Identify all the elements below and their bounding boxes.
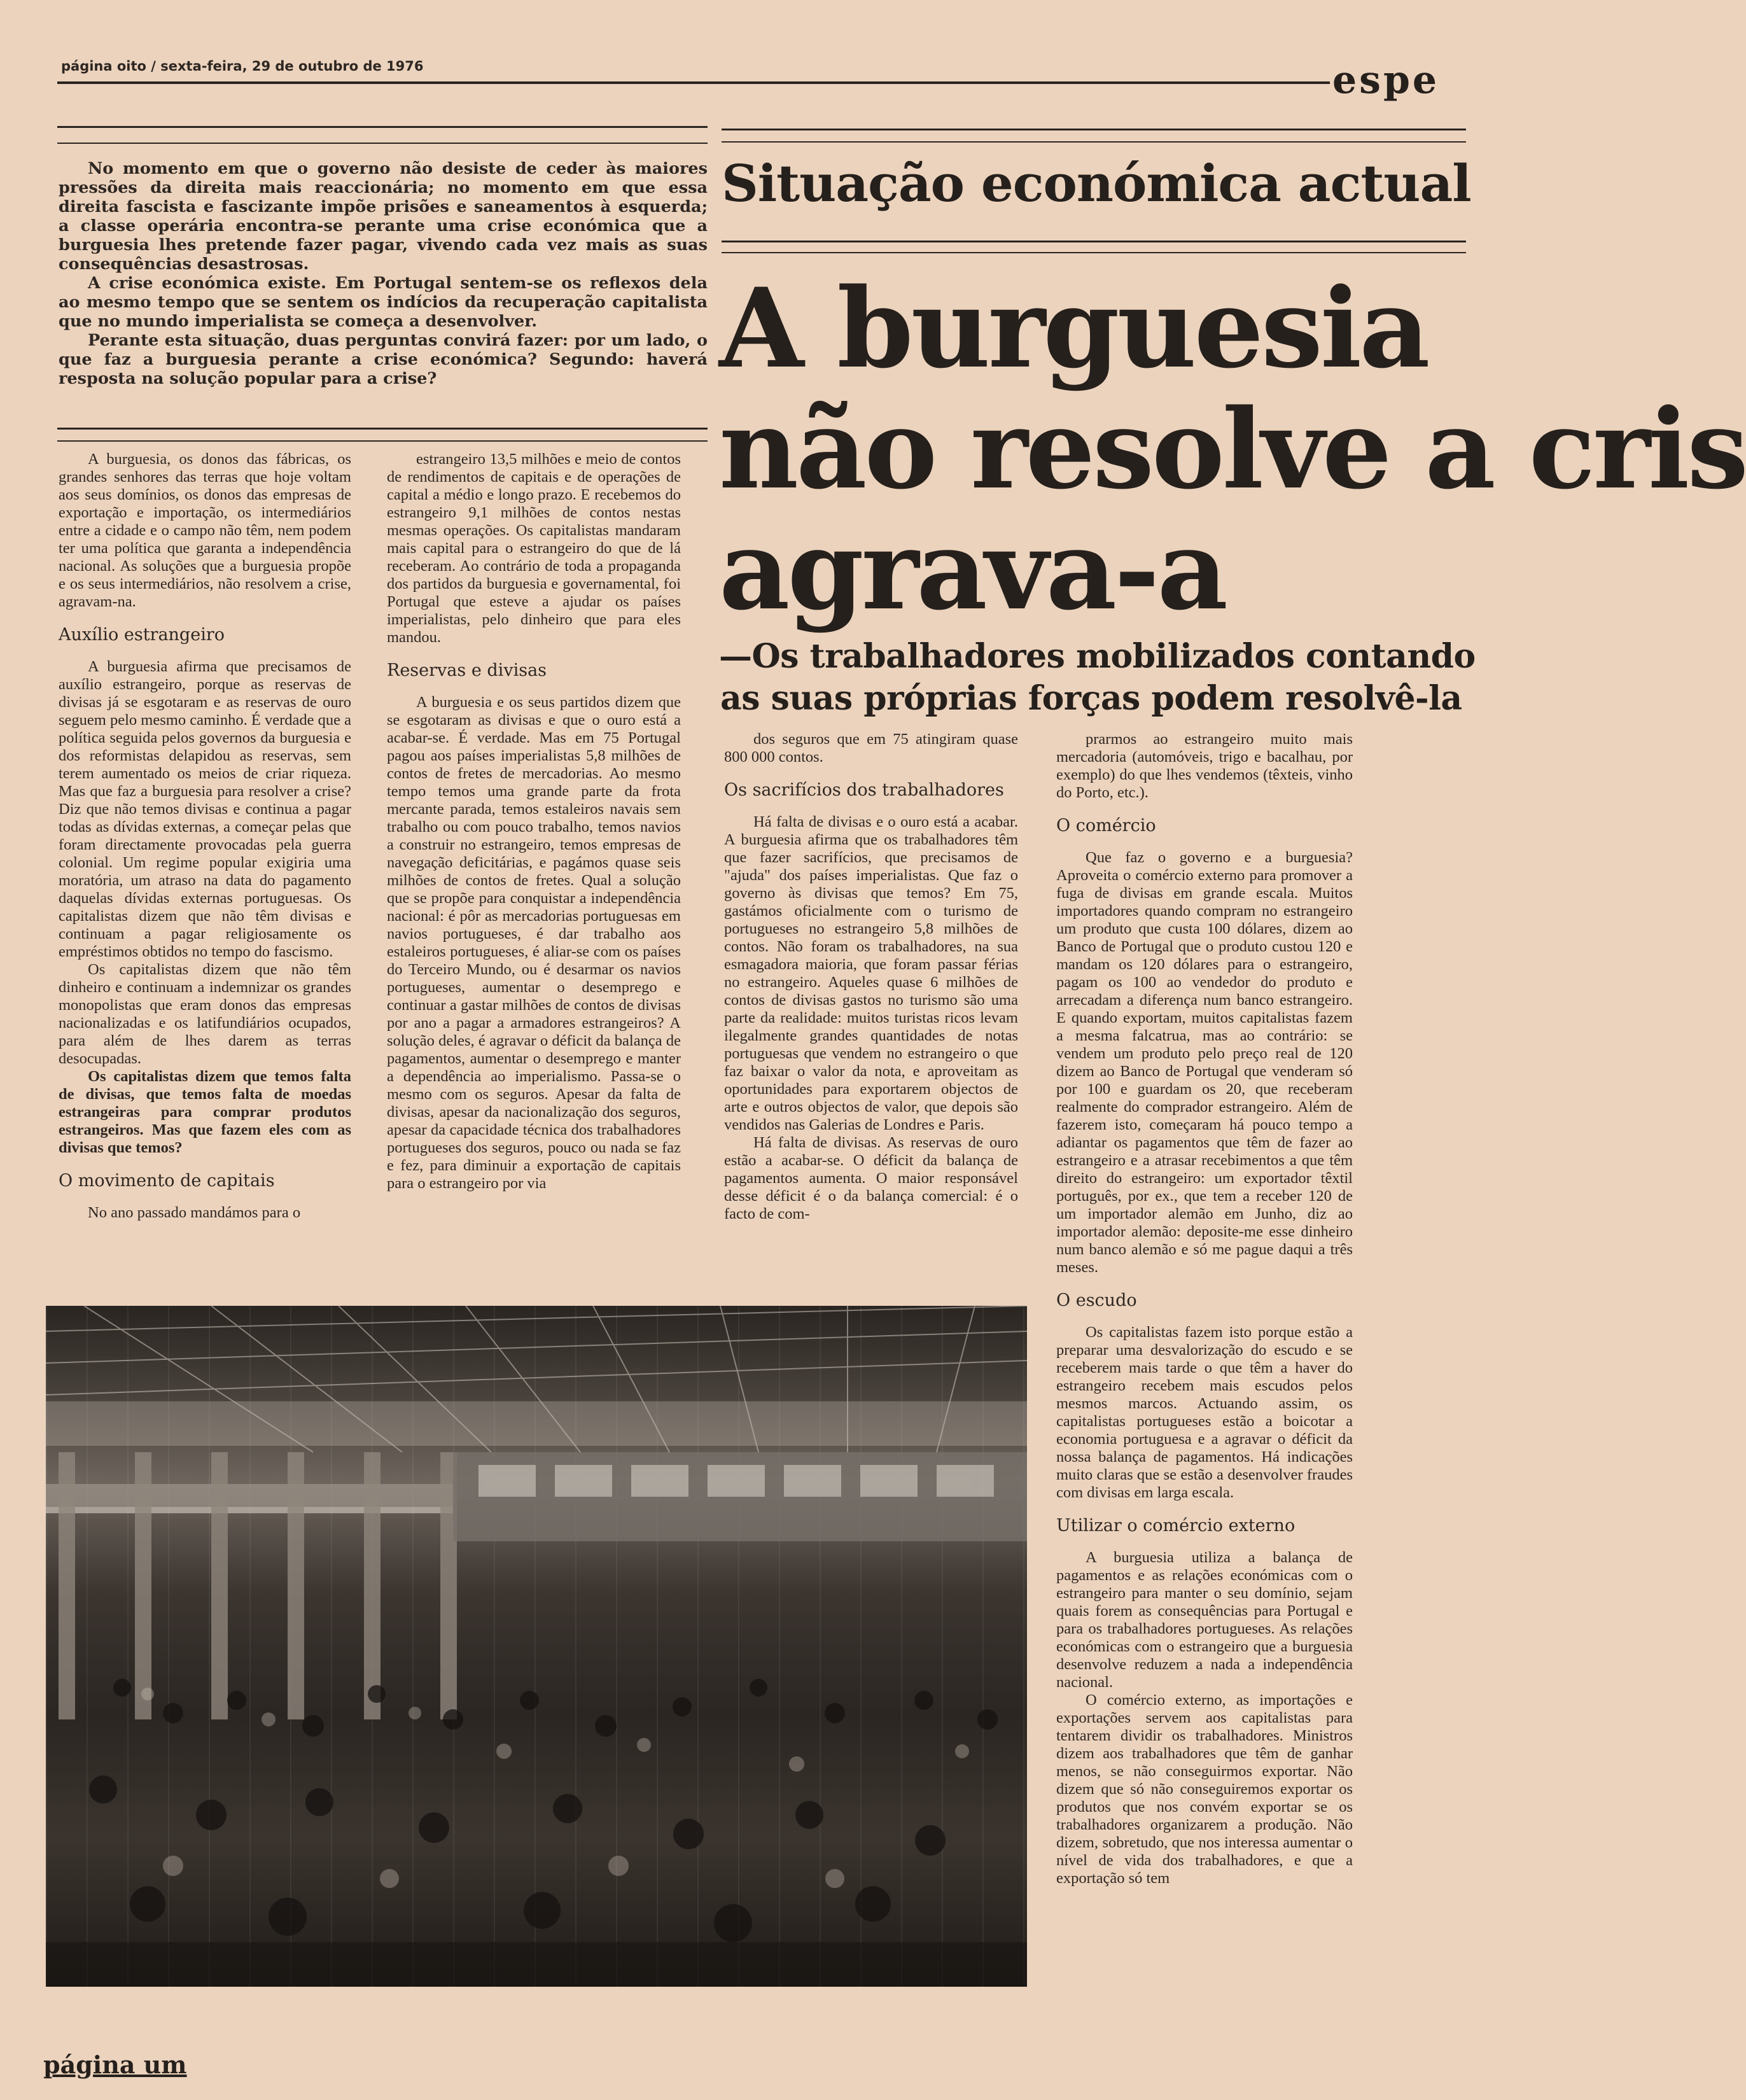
body-paragraph: A burguesia, os donos das fábricas, os grandes senhores das terras que hoje voltam aos seus domínios, os donos das empresas de exportação e importação, os intermediários entre a cidade e o campo não têm, nem podem ter uma política que garanta a independência nacional. As soluções que a burguesia propõe e os seus intermediários, não resolvem a crise, agravam-na. (59, 451, 351, 610)
lead-rule-top-2 (57, 143, 708, 144)
headline-subtitle-1: —Os trabalhadores mobilizados contando (719, 637, 1476, 676)
headline-rule-top-2 (722, 141, 1466, 143)
headline-rule-mid-2 (722, 252, 1466, 253)
section-heading: Utilizar o comércio externo (1056, 1516, 1296, 1536)
section-heading: O escudo (1056, 1291, 1137, 1310)
body-paragraph: No ano passado mandámos para o (88, 1204, 301, 1221)
body-paragraph: prarmos ao estrangeiro muito mais mercadoria (automóveis, trigo e bacalhau, por exemplo) do que lhes vendemos (têxteis, vinho do Porto, etc.). (1056, 731, 1353, 801)
headline-line-1: A burguesia (719, 263, 1428, 393)
market-hall-photo (46, 1306, 1027, 1987)
lead-paragraph: No momento em que o governo não desiste de ceder às maiores pressões da direita mais reaccionária; no momento em que essa direita fascista e fascizante impõe prisões e saneamentos à esquerda; a classe operária encontra-se perante uma crise económica que a burguesia lhes pretende fazer pagar, vivendo cada vez mais as suas consequências desastrosas. (59, 159, 708, 274)
headline-rule-mid-1 (722, 241, 1466, 242)
body-paragraph: A burguesia e os seus partidos dizem que se esgotaram as divisas e que o ouro está a acabar-se. É verdade. Mas em 75 Portugal pagou aos países imperialistas 5,8 milhões de contos de fretes de mercadorias. Ao mesmo tempo temos uma grande parte da frota mercante parada, temos estaleiros navais sem trabalho ou com pouco trabalho, temos navios a construir no estrangeiro, temos empresas de navegação deficitárias, e pagámos quase seis milhões de contos de fretes. Qual a solução que se propõe para conquistar a independência nacional: é pôr as mercadorias portuguesas em navios portugueses, é dar trabalho aos estaleiros portugueses, é aliar-se com os países do Terceiro Mundo, ou é desarmar os navios portugueses, aumentar o desemprego e continuar a gastar milhões de contos de divisas por ano a pagar a armadores estrangeiros? A solução deles, é agravar o déficit da balança de pagamentos, aumentar o desemprego e manter a dependência ao imperialismo. Passa-se o mesmo com os seguros. Apesar da falta de divisas, apesar da nacionalização dos seguros, apesar da capacidade técnica dos trabalhadores portugueses dos seguros, pouco ou nada se faz e fez, para diminuir a exportação de capitais para o estrangeiro por via (387, 694, 681, 1192)
article-column-1 (59, 451, 351, 1222)
section-heading: O comércio (1056, 816, 1156, 836)
body-paragraph: Os capitalistas dizem que não têm dinheiro e continuam a indemnizar os grandes monopolistas que eram donos das empresas nacionalizadas e os latifundiários ocupados, para além de lhes darem as terras desocupadas. (59, 961, 351, 1067)
section-heading: Auxílio estrangeiro (59, 625, 225, 645)
section-heading: Os sacrifícios dos trabalhadores (724, 780, 1004, 800)
body-paragraph: Que faz o governo e a burguesia? Aproveita o comércio externo para promover a fuga de divisas em grande escala. Muitos importadores quando compram no estrangeiro um produto que custa 100 dólares, dizem ao Banco de Portugal que o produto custou 120 e mandam os 120 dólares para o estrangeiro, pagam os 100 ao vendedor do produto e arrecadam a diferença num banco estrangeiro. E quando exportam, muitos capitalistas fazem a mesma falcatrua, mas ao contrário: se vendem um produto pelo preço real de 120 dizem ao Banco de Portugal que venderam só por 100 e guardam os 20, que receberam realmente do comprador estrangeiro. Além de fazerem isto, começaram há pouco tempo a adiantar os pagamentos que têm de fazer ao estrangeiro e a atrasar recebimentos a que têm direito do estrangeiro: um exportador têxtil português, por ex., que tem a receber 120 de um importador alemão em Junho, diz ao importador alemão: deposite-me esse dinheiro num banco alemão e só me pague daqui a três meses. (1056, 849, 1353, 1276)
lead-paragraph: Perante esta situação, duas perguntas convirá fazer: por um lado, o que faz a burguesia perante a crise económica? Segundo: haverá resposta na solução popular para a crise? (59, 331, 708, 388)
lead-rule-top-1 (57, 126, 708, 128)
body-paragraph: Há falta de divisas. As reservas de ouro estão a acabar-se. O déficit da balança de pagamentos aumenta. O maior responsável desse déficit é o da balança comercial: é o facto de com- (724, 1134, 1018, 1222)
body-paragraph: Há falta de divisas e o ouro está a acabar. A burguesia afirma que os trabalhadores têm que fazer sacrifícios, que precisamos de "ajuda" dos países imperialistas. Que faz o governo às divisas que temos? Em 75, gastámos oficialmente com o turismo de portugueses no estrangeiro 5,8 milhões de contos. Não foram os trabalhadores, na sua esmagadora maioria, que foram passar férias no estrangeiro. Aqueles quase 6 milhões de contos de divisas gastos no turismo são uma parte da realidade: muitos turistas ricos levam ilegalmente grandes quantidades de notas portuguesas que vendem no estrangeiro o que faz baixar o valor da nota, e aproveitam as oportunidades para exportarem objectos de arte e outros objectos de valor, que depois são vendidos nas Galerias de Londres e Paris. (724, 813, 1018, 1133)
page-footer-label: página um (43, 2050, 187, 2079)
section-heading: O movimento de capitais (59, 1171, 275, 1191)
header-rule (57, 81, 1330, 84)
headline-rule-top-1 (722, 129, 1466, 130)
body-paragraph: Os capitalistas fazem isto porque estão a preparar uma desvalorização do escudo e se receberem mais tarde o que têm a haver do estrangeiro recebem mais escudos pelos mesmos marcos. Actuando assim, os capitalistas portugueses estão a boicotar a economia portuguesa e a agravar o déficit da nossa balança de pagamentos. Há indicações muito claras que se estão a desenvolver fraudes com divisas em larga escala. (1056, 1324, 1353, 1501)
section-heading: Reservas e divisas (387, 661, 547, 680)
market-hall-illustration (46, 1306, 1027, 1987)
article-column-3 (724, 731, 1018, 1223)
lead-rule-bottom-2 (57, 440, 708, 442)
body-paragraph: O comércio externo, as importações e exportações servem aos capitalistas para tentarem dividir os trabalhadores. Ministros dizem aos trabalhadores que têm de ganhar menos, se não conseguirmos exportar. Não dizem que só não conseguiremos exportar os produtos que nos convém exportar se os trabalhadores organizarem a produção. Não dizem, sobretudo, que nos interessa aumentar o nível de vida dos trabalhadores, e que a exportação só tem (1056, 1691, 1353, 1887)
lead-paragraphs (59, 159, 708, 388)
headline-kicker: Situação económica actual (722, 153, 1471, 213)
body-paragraph: dos seguros que em 75 atingiram quase 800 000 contos. (724, 731, 1018, 766)
lead-paragraph: A crise económica existe. Em Portugal sentem-se os reflexos dela ao mesmo tempo que se sentem os indícios da recuperação capitalista que no mundo imperialista se começa a desenvolver. (59, 274, 708, 331)
headline-subtitle-2: as suas próprias forças podem resolvê-la (720, 679, 1462, 718)
page-header-dateline: página oito / sexta-feira, 29 de outubro de 1976 (61, 59, 424, 74)
article-column-4 (1056, 731, 1353, 1887)
headline-line-3: agrava-a (719, 505, 1226, 634)
body-paragraph: A burguesia afirma que precisamos de auxílio estrangeiro, porque as reservas de divisas já se esgotaram e as reservas de ouro seguem pelo mesmo caminho. É verdade que a política seguida pelos governos da burguesia e dos reformistas delapidou as reservas, sem terem aumentado os meios de criar riqueza. Mas que faz a burguesia para resolver a crise? Diz que não temos divisas e continua a pagar todas as dívidas externas, a começar pelas que foram directamente provocadas pela guerra colonial. Um regime popular exigiria uma moratória, um atraso na data do pagamento daquelas dívidas externas portuguesas. Os capitalistas dizem que não têm divisas e continuam a pagar religiosamente os empréstimos obtidos no tempo do fascismo. (59, 658, 351, 960)
article-column-2 (387, 451, 681, 1193)
body-paragraph-bold: Os capitalistas dizem que temos falta de divisas, que temos falta de moedas estrangeiras para comprar produtos estrangeiros. Mas que fazem eles com as divisas que temos? (59, 1068, 351, 1156)
headline-line-2: não resolve a cris (719, 384, 1746, 514)
section-label: espe (1332, 58, 1440, 102)
lead-rule-bottom-1 (57, 428, 708, 430)
body-paragraph: A burguesia utiliza a balança de pagamentos e as relações económicas com o estrangeiro para manter o seu domínio, sejam quais forem as consequências para Portugal e para os trabalhadores portugueses. As relações económicas com o estrangeiro que a burguesia desenvolve reduzem a nada a independência nacional. (1056, 1549, 1353, 1691)
body-paragraph: estrangeiro 13,5 milhões e meio de contos de rendimentos de capitais e de operações de capital a médio e longo prazo. E recebemos do estrangeiro 9,1 milhões de contos nestas mesmas operações. Os capitalistas mandaram mais capital para o estrangeiro do que de lá receberam. Ao contrário de toda a propaganda dos partidos da burguesia e governamental, foi Portugal que esteve a ajudar os países imperialistas, pelo dinheiro que para eles mandou. (387, 451, 681, 646)
